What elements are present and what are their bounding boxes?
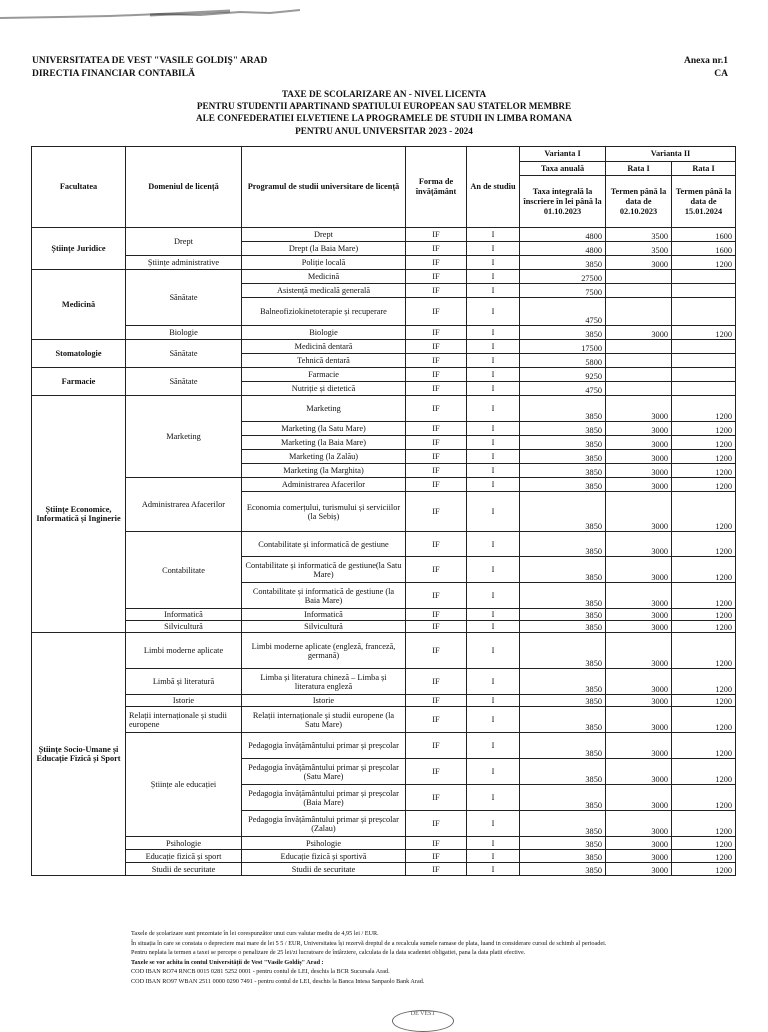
domain-cell: Psihologie (126, 837, 242, 850)
rate2-cell: 1200 (672, 557, 736, 583)
year-cell: I (467, 478, 520, 492)
fee-cell: 3850 (520, 850, 606, 863)
year-cell: I (467, 863, 520, 876)
year-cell: I (467, 633, 520, 669)
form-cell: IF (406, 492, 467, 532)
fee-cell: 3850 (520, 256, 606, 270)
program-cell: Marketing (la Marghita) (242, 464, 406, 478)
program-cell: Relații internaționale și studii europene (la Satu Mare) (242, 707, 406, 733)
program-cell: Medicină (242, 270, 406, 284)
domain-cell: Biologie (126, 326, 242, 340)
col-header-form: Forma de învățământ (406, 147, 467, 228)
year-cell: I (467, 256, 520, 270)
rate1-cell: 3000 (606, 695, 672, 707)
rate2-cell: 1200 (672, 256, 736, 270)
rate2-cell: 1200 (672, 532, 736, 557)
program-cell: Poliție locală (242, 256, 406, 270)
program-cell: Medicină dentară (242, 340, 406, 354)
form-cell: IF (406, 340, 467, 354)
domain-cell: Educație fizică și sport (126, 850, 242, 863)
rate2-cell (672, 284, 736, 298)
domain-cell: Marketing (126, 396, 242, 478)
year-cell: I (467, 464, 520, 478)
rate1-cell: 3000 (606, 450, 672, 464)
form-cell: IF (406, 733, 467, 759)
fee-cell: 3850 (520, 532, 606, 557)
program-cell: Farmacie (242, 368, 406, 382)
domain-cell: Sănătate (126, 270, 242, 326)
title-line: PENTRU STUDENTII APARTINAND SPATIULUI EUROPEAN SAU STATELOR MEMBRE (196, 101, 572, 112)
col-header-program: Programul de studii universitare de licență (242, 147, 406, 228)
fee-cell: 3850 (520, 422, 606, 436)
rate1-cell: 3000 (606, 837, 672, 850)
col-header-annual-fee: Taxa anuală (520, 162, 606, 176)
rate2-cell (672, 270, 736, 284)
document-title (0, 88, 768, 137)
document-header-left (32, 55, 267, 81)
col-header-deadline2: Termen până la data de 15.01.2024 (672, 176, 736, 228)
fee-cell: 7500 (520, 284, 606, 298)
program-cell: Limbi moderne aplicate (engleză, franceză, germană) (242, 633, 406, 669)
col-header-rate1b: Rata I (672, 162, 736, 176)
form-cell: IF (406, 621, 467, 633)
rate1-cell: 3000 (606, 532, 672, 557)
year-cell: I (467, 850, 520, 863)
rate1-cell: 3000 (606, 464, 672, 478)
university-name: UNIVERSITATEA DE VEST "VASILE GOLDIŞ" ARAD (32, 56, 268, 66)
program-cell: Marketing (242, 396, 406, 422)
col-header-domain: Domeniul de licență (126, 147, 242, 228)
faculty-cell: Farmacie (32, 368, 126, 396)
year-cell: I (467, 759, 520, 785)
form-cell: IF (406, 464, 467, 478)
form-cell: IF (406, 256, 467, 270)
year-cell: I (467, 492, 520, 532)
year-cell: I (467, 621, 520, 633)
year-cell: I (467, 609, 520, 621)
footnotes (131, 929, 741, 987)
rate1-cell: 3000 (606, 669, 672, 695)
form-cell: IF (406, 863, 467, 876)
fee-cell: 3850 (520, 478, 606, 492)
rate2-cell: 1200 (672, 633, 736, 669)
col-header-variant2: Varianta II (606, 147, 736, 162)
domain-cell: Limbă și literatură (126, 669, 242, 695)
year-cell: I (467, 733, 520, 759)
col-header-year: An de studiu (467, 147, 520, 228)
rate1-cell: 3000 (606, 422, 672, 436)
program-cell: Educație fizică și sportivă (242, 850, 406, 863)
rate1-cell: 3000 (606, 557, 672, 583)
rate1-cell: 3000 (606, 436, 672, 450)
program-cell: Asistență medicală generală (242, 284, 406, 298)
fee-cell: 3850 (520, 759, 606, 785)
form-cell: IF (406, 609, 467, 621)
program-cell: Nutriție și dietetică (242, 382, 406, 396)
scan-artifact (0, 0, 300, 22)
year-cell: I (467, 340, 520, 354)
form-cell: IF (406, 669, 467, 695)
program-cell: Psihologie (242, 837, 406, 850)
rate2-cell: 1200 (672, 837, 736, 850)
faculty-cell: Medicină (32, 270, 126, 340)
form-cell: IF (406, 583, 467, 609)
title-line: ALE CONFEDERATIEI ELVETIENE LA PROGRAMELE DE STUDII IN LIMBA ROMANA (196, 113, 572, 124)
form-cell: IF (406, 270, 467, 284)
title-line: PENTRU ANUL UNIVERSITAR 2023 - 2024 (295, 125, 473, 136)
col-header-deadline1: Termen până la data de 02.10.2023 (606, 176, 672, 228)
program-cell: Marketing (la Baia Mare) (242, 436, 406, 450)
year-cell: I (467, 583, 520, 609)
fee-cell: 3850 (520, 326, 606, 340)
program-cell: Pedagogia învățământului primar și preșcolar (242, 733, 406, 759)
rate1-cell (606, 340, 672, 354)
fee-cell: 3850 (520, 669, 606, 695)
form-cell: IF (406, 284, 467, 298)
rate1-cell: 3000 (606, 492, 672, 532)
fee-cell: 3850 (520, 811, 606, 837)
annex-label: Anexa nr.1 (684, 56, 728, 66)
note-exchange-rate: Taxele de școlarizare sunt prezentate în lei corespunzător unui curs valutar mediu de 4,95 lei / EUR. (131, 930, 379, 937)
program-cell: Administrarea Afacerilor (242, 478, 406, 492)
form-cell: IF (406, 811, 467, 837)
form-cell: IF (406, 242, 467, 256)
year-cell: I (467, 669, 520, 695)
rate2-cell: 1200 (672, 811, 736, 837)
year-cell: I (467, 811, 520, 837)
fee-cell: 9250 (520, 368, 606, 382)
rate1-cell: 3500 (606, 228, 672, 242)
col-header-rate1a: Rata I (606, 162, 672, 176)
form-cell: IF (406, 850, 467, 863)
rate2-cell (672, 340, 736, 354)
rate1-cell: 3000 (606, 811, 672, 837)
program-cell: Pedagogia învățământului primar și preșcolar (Baia Mare) (242, 785, 406, 811)
year-cell: I (467, 532, 520, 557)
fees-table (31, 146, 736, 876)
rate1-cell: 3000 (606, 609, 672, 621)
note-penalty: Pentru neplata la termen a taxei se percepe o penalizare de 25 lei/zi lucratoare de întârziere, calculata de la data scadentei obligatiei, pana la data platii efective. (131, 949, 526, 957)
faculty-cell: Științe Juridice (32, 228, 126, 270)
rate2-cell: 1200 (672, 583, 736, 609)
year-cell: I (467, 436, 520, 450)
fee-cell: 3850 (520, 837, 606, 850)
form-cell: IF (406, 695, 467, 707)
year-cell: I (467, 368, 520, 382)
fee-cell: 3850 (520, 464, 606, 478)
year-cell: I (467, 242, 520, 256)
domain-cell: Sănătate (126, 368, 242, 396)
rate1-cell: 3000 (606, 621, 672, 633)
rate2-cell: 1200 (672, 707, 736, 733)
year-cell: I (467, 422, 520, 436)
fee-cell: 3850 (520, 557, 606, 583)
rate1-cell: 3000 (606, 326, 672, 340)
rate1-cell: 3000 (606, 583, 672, 609)
form-cell: IF (406, 707, 467, 733)
fee-cell: 17500 (520, 340, 606, 354)
rate1-cell (606, 382, 672, 396)
fee-cell: 3850 (520, 733, 606, 759)
year-cell: I (467, 354, 520, 368)
domain-cell: Sănătate (126, 340, 242, 368)
col-header-faculty: Facultatea (32, 147, 126, 228)
year-cell: I (467, 326, 520, 340)
domain-cell: Drept (126, 228, 242, 256)
fee-cell: 4800 (520, 228, 606, 242)
rate2-cell: 1600 (672, 228, 736, 242)
rate2-cell: 1200 (672, 436, 736, 450)
program-cell: Drept (242, 228, 406, 242)
rate1-cell (606, 368, 672, 382)
program-cell: Istorie (242, 695, 406, 707)
fee-cell: 3850 (520, 863, 606, 876)
program-cell: Drept (la Baia Mare) (242, 242, 406, 256)
rate1-cell: 3000 (606, 863, 672, 876)
program-cell: Contabilitate și informatică de gestiune (242, 532, 406, 557)
program-cell: Pedagogia învățământului primar și preșcolar (Satu Mare) (242, 759, 406, 785)
program-cell: Marketing (la Zalău) (242, 450, 406, 464)
program-cell: Marketing (la Satu Mare) (242, 422, 406, 436)
department-name: DIRECTIA FINANCIAR CONTABILĂ (32, 69, 195, 79)
program-cell: Informatică (242, 609, 406, 621)
fee-cell: 3850 (520, 583, 606, 609)
program-cell: Limba și literatura chineză – Limba și literatura engleză (242, 669, 406, 695)
rate1-cell: 3000 (606, 478, 672, 492)
rate2-cell: 1200 (672, 785, 736, 811)
year-cell: I (467, 396, 520, 422)
domain-cell: Studii de securitate (126, 863, 242, 876)
domain-cell: Administrarea Afacerilor (126, 478, 242, 532)
rate2-cell: 1200 (672, 759, 736, 785)
rate2-cell: 1200 (672, 396, 736, 422)
rate2-cell: 1200 (672, 850, 736, 863)
year-cell: I (467, 298, 520, 326)
program-cell: Contabilitate și informatică de gestiune (la Baia Mare) (242, 583, 406, 609)
faculty-cell: Științe Economice, Informatică și Inginerie (32, 396, 126, 633)
fee-cell: 3850 (520, 492, 606, 532)
form-cell: IF (406, 633, 467, 669)
domain-cell: Contabilitate (126, 532, 242, 609)
form-cell: IF (406, 837, 467, 850)
domain-cell: Relații internaționale și studii europene (126, 707, 242, 733)
domain-cell: Informatică (126, 609, 242, 621)
rate2-cell: 1200 (672, 326, 736, 340)
form-cell: IF (406, 422, 467, 436)
form-cell: IF (406, 228, 467, 242)
col-header-variant1: Varianta I (520, 147, 606, 162)
rate2-cell (672, 368, 736, 382)
year-cell: I (467, 707, 520, 733)
rate2-cell: 1200 (672, 669, 736, 695)
program-cell: Balneofiziokinetoterapie și recuperare (242, 298, 406, 326)
rate1-cell: 3000 (606, 733, 672, 759)
rate2-cell: 1200 (672, 450, 736, 464)
note-depreciation: În situația în care se constata o depreciere mai mare de lei 5 5 / EUR, Universitatea își rezervă dreptul de a recalcula sumele ramase de plata, luand in considerare cursul de schimb al perioadei. (131, 939, 607, 947)
fee-cell: 4750 (520, 382, 606, 396)
rate1-cell (606, 298, 672, 326)
rate1-cell: 3000 (606, 785, 672, 811)
form-cell: IF (406, 382, 467, 396)
year-cell: I (467, 837, 520, 850)
domain-cell: Silvicultură (126, 621, 242, 633)
year-cell: I (467, 450, 520, 464)
fee-cell: 5800 (520, 354, 606, 368)
rate2-cell: 1200 (672, 863, 736, 876)
rate1-cell: 3500 (606, 242, 672, 256)
form-cell: IF (406, 450, 467, 464)
note-iban-intesa: COD IBAN RO97 WBAN 2511 0000 0290 7491 - pentru contul de LEI, deschis la Banca Intesa Sanpaolo Bank Arad. (131, 977, 425, 985)
form-cell: IF (406, 759, 467, 785)
rate2-cell: 1200 (672, 478, 736, 492)
domain-cell: Științe ale educației (126, 733, 242, 837)
document-header-right (684, 55, 728, 81)
rate2-cell: 1200 (672, 464, 736, 478)
rate1-cell: 3000 (606, 850, 672, 863)
rate2-cell: 1200 (672, 609, 736, 621)
form-cell: IF (406, 354, 467, 368)
fee-cell: 3850 (520, 609, 606, 621)
form-cell: IF (406, 396, 467, 422)
rate2-cell: 1600 (672, 242, 736, 256)
note-iban-bcr: COD IBAN RO74 RNCB 0015 0281 5252 0001 - pentru contul de LEI, deschis la BCR Sucursala Arad. (131, 968, 390, 976)
form-cell: IF (406, 785, 467, 811)
year-cell: I (467, 695, 520, 707)
rate2-cell (672, 382, 736, 396)
program-cell: Contabilitate și informatică de gestiune(la Satu Mare) (242, 557, 406, 583)
program-cell: Silvicultură (242, 621, 406, 633)
faculty-cell: Stomatologie (32, 340, 126, 368)
rate2-cell (672, 298, 736, 326)
fee-cell: 27500 (520, 270, 606, 284)
rate1-cell: 3000 (606, 633, 672, 669)
rate2-cell: 1200 (672, 621, 736, 633)
fee-cell: 3850 (520, 707, 606, 733)
form-cell: IF (406, 298, 467, 326)
note-payment-heading: Taxele se vor achita în contul Universității de Vest "Vasile Goldiș" Arad : (131, 958, 324, 966)
rate1-cell (606, 354, 672, 368)
program-cell: Tehnică dentară (242, 354, 406, 368)
fee-cell: 4800 (520, 242, 606, 256)
form-cell: IF (406, 557, 467, 583)
fee-cell: 3850 (520, 785, 606, 811)
rate2-cell: 1200 (672, 422, 736, 436)
domain-cell: Istorie (126, 695, 242, 707)
program-cell: Biologie (242, 326, 406, 340)
year-cell: I (467, 382, 520, 396)
year-cell: I (467, 557, 520, 583)
program-cell: Studii de securitate (242, 863, 406, 876)
program-cell: Pedagogia învățământului primar și preșcolar (Zalau) (242, 811, 406, 837)
rate1-cell: 3000 (606, 707, 672, 733)
fee-cell: 3850 (520, 436, 606, 450)
fee-cell: 4750 (520, 298, 606, 326)
domain-cell: Științe administrative (126, 256, 242, 270)
fee-cell: 3850 (520, 450, 606, 464)
rate2-cell: 1200 (672, 695, 736, 707)
domain-cell: Limbi moderne aplicate (126, 633, 242, 669)
rate2-cell (672, 354, 736, 368)
fee-cell: 3850 (520, 621, 606, 633)
fee-cell: 3850 (520, 396, 606, 422)
fee-cell: 3850 (520, 695, 606, 707)
form-cell: IF (406, 478, 467, 492)
form-cell: IF (406, 368, 467, 382)
form-cell: IF (406, 326, 467, 340)
year-cell: I (467, 284, 520, 298)
rate2-cell: 1200 (672, 733, 736, 759)
col-header-full-fee: Taxa integrală la înscriere în lei până la 01.10.2023 (520, 176, 606, 228)
rate1-cell: 3000 (606, 256, 672, 270)
fee-cell: 3850 (520, 633, 606, 669)
year-cell: I (467, 228, 520, 242)
year-cell: I (467, 785, 520, 811)
form-cell: IF (406, 532, 467, 557)
form-cell: IF (406, 436, 467, 450)
rate1-cell: 3000 (606, 759, 672, 785)
official-stamp: DE VEST (392, 1010, 454, 1032)
rate1-cell (606, 270, 672, 284)
year-cell: I (467, 270, 520, 284)
program-cell: Economia comerțului, turismului și serviciilor (la Sebiș) (242, 492, 406, 532)
rate1-cell (606, 284, 672, 298)
faculty-cell: Științe Socio-Umane și Educație Fizică și Sport (32, 633, 126, 876)
rate1-cell: 3000 (606, 396, 672, 422)
title-line: TAXE DE SCOLARIZARE AN - NIVEL LICENTA (281, 89, 487, 99)
rate2-cell: 1200 (672, 492, 736, 532)
annex-code: CA (714, 69, 728, 79)
